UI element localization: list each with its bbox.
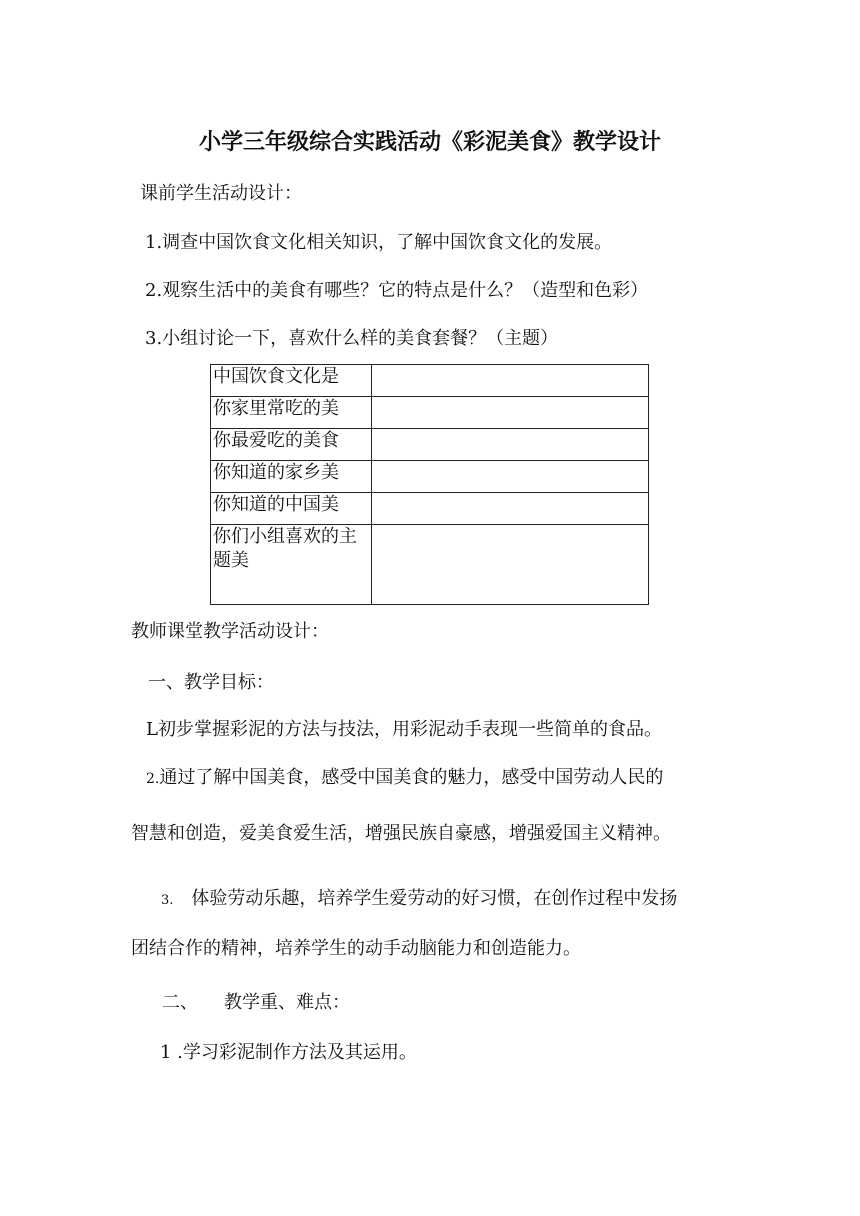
table-question-text: 你最爱吃的美食 [213,430,339,451]
table-answer-cell [372,525,649,605]
goal-2-line-2: 智慧和创造，爱美食爱生活，增强民族自豪感，增强爱国主义精神。 [131,823,671,844]
table-question-cell [211,397,372,429]
table-question-cell [211,461,372,493]
goal-3-text: 体验劳动乐趣，培养学生爱劳动的好习惯，在创作过程中发扬 [191,888,678,909]
table-row [211,525,649,605]
table-question-cell [211,525,372,605]
goal-2-number: 2. [146,771,160,787]
goal-3-line-2: 团结合作的精神，培养学生的动手动脑能力和创造能力。 [131,938,581,959]
pre-class-item-2: 2.观察生活中的美食有哪些？它的特点是什么？（造型和色彩） [145,280,649,301]
goal-3-number: 3. [161,893,174,908]
section2-item-1: 1 .学习彩泥制作方法及其运用。 [160,1042,417,1063]
section2-number: 二、 [162,992,198,1013]
goal-2-text: 通过了解中国美食，感受中国美食的魅力，感受中国劳动人民的 [159,767,664,788]
table-question-text: 你们小组喜欢的主题美 [213,526,357,571]
table-answer-cell [372,397,649,429]
page-title: 小学三年级综合实践活动《彩泥美食》教学设计 [198,130,661,155]
section2-text: 教学重、难点： [224,992,350,1013]
section1-heading: 一、教学目标： [148,672,274,693]
table-question-text: 你知道的家乡美 [213,462,339,483]
table-question-cell [211,365,372,397]
survey-table [210,364,649,605]
goal-1: L初步掌握彩泥的方法与技法，用彩泥动手表现一些简单的食品。 [146,719,662,740]
table-row [211,461,649,493]
goal-2-line-1 [146,766,663,791]
teacher-heading: 教师课堂教学活动设计： [131,621,329,642]
pre-class-item-3: 3.小组讨论一下，喜欢什么样的美食套餐？（主题） [145,328,559,349]
table-question-text: 你知道的中国美 [213,494,339,515]
pre-class-heading: 课前学生活动设计： [140,183,302,204]
table-question-text: 你家里常吃的美 [213,398,339,419]
table-row [211,493,649,525]
table-row [211,429,649,461]
table-row [211,397,649,429]
pre-class-item-1: 1.调查中国饮食文化相关知识，了解中国饮食文化的发展。 [145,232,613,253]
table-answer-cell [372,429,649,461]
table-question-text: 中国饮食文化是 [213,366,339,387]
table-question-cell [211,493,372,525]
table-question-cell [211,429,372,461]
table-row [211,365,649,397]
table-answer-cell [372,493,649,525]
section2-heading [162,991,350,1015]
goal-3-line-1 [161,887,677,913]
table-answer-cell [372,365,649,397]
table-answer-cell [372,461,649,493]
